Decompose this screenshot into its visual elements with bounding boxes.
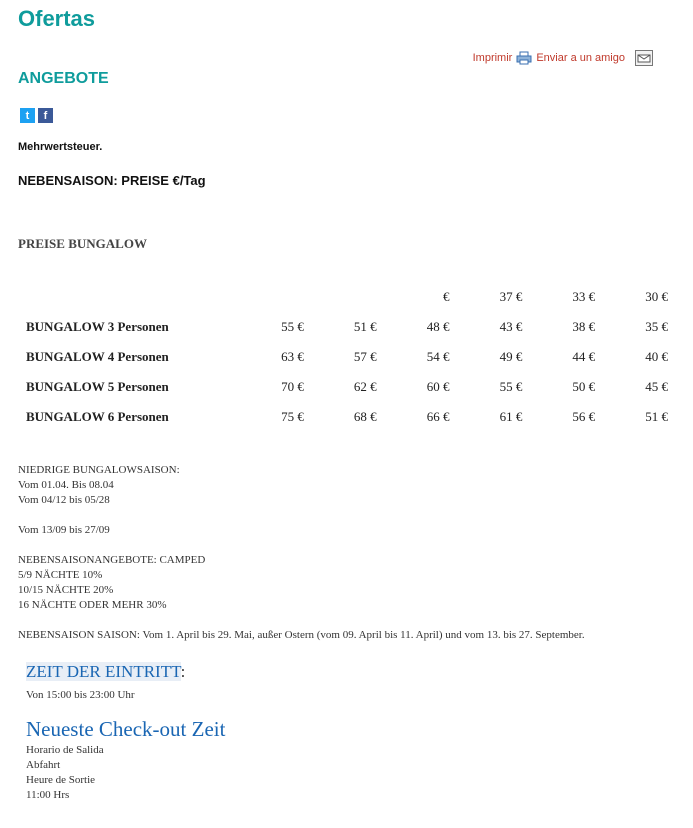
page-tools (473, 50, 653, 66)
price-table (18, 282, 668, 432)
table-row-label: BUNGALOW 4 Personen (26, 349, 169, 364)
table-cell: 48 € (426, 319, 450, 334)
send-to-friend-link[interactable]: Enviar a un amigo (536, 52, 625, 64)
table-cell: 56 € (572, 409, 596, 424)
checkout-line: 11:00 Hrs (26, 789, 70, 801)
envelope-icon[interactable] (635, 50, 653, 66)
table-cell (18, 282, 231, 312)
table-cell: 55 € (281, 319, 304, 334)
page-title: Ofertas (18, 6, 96, 31)
table-cell: 33 € (572, 289, 596, 304)
low-season-line: Vom 13/09 bis 27/09 (18, 524, 110, 536)
table-row (18, 402, 668, 432)
table-cell: 54 € (426, 349, 450, 364)
table-cell: 43 € (499, 319, 523, 334)
table-cell (304, 282, 377, 312)
social-share (20, 108, 53, 123)
table-cell: 51 € (645, 409, 668, 424)
camped-line: 5/9 NÄCHTE 10% (18, 569, 103, 581)
entry-time-heading (26, 662, 185, 682)
table-cell: 62 € (353, 379, 377, 394)
printer-icon[interactable] (516, 51, 532, 65)
table-row (18, 312, 668, 342)
table-cell: € (442, 289, 450, 304)
table-cell: 35 € (645, 319, 668, 334)
table-cell: 57 € (353, 349, 377, 364)
camped-line: 10/15 NÄCHTE 20% (18, 584, 114, 596)
season-note: NEBENSAISON SAISON: Vom 1. April bis 29. Mai, außer Ostern (vom 09. April bis 11. April) und vom 13. bis 27. September. (18, 629, 585, 641)
table-row (18, 342, 668, 372)
table-row-label: BUNGALOW 6 Personen (26, 409, 169, 424)
table-cell: 45 € (645, 379, 668, 394)
print-link[interactable]: Imprimir (472, 52, 513, 64)
table-cell: 30 € (645, 289, 668, 304)
vat-note: Mehrwertsteuer. (18, 141, 103, 153)
camped-title: NEBENSAISONANGEBOTE: CAMPED (18, 554, 206, 566)
table-cell: 66 € (426, 409, 450, 424)
checkout-line: Horario de Salida (26, 744, 104, 756)
low-season-line: Vom 01.04. Bis 08.04 (18, 479, 114, 491)
table-cell: 50 € (572, 379, 596, 394)
table-cell: 63 € (281, 349, 304, 364)
section-subtitle: ANGEBOTE (18, 70, 109, 87)
table-cell: 61 € (499, 409, 523, 424)
low-season-line: Vom 04/12 bis 05/28 (18, 494, 110, 506)
table-cell: 51 € (353, 319, 377, 334)
twitter-icon[interactable]: t (20, 108, 35, 123)
table-cell: 55 € (499, 379, 523, 394)
entry-time-colon: : (180, 662, 186, 681)
table-row (18, 372, 668, 402)
checkout-details (26, 743, 104, 803)
checkout-line: Abfahrt (26, 759, 61, 771)
table-cell (231, 282, 304, 312)
camped-line: 16 NÄCHTE ODER MEHR 30% (18, 599, 167, 611)
table-cell: 37 € (499, 289, 523, 304)
table-row-label: BUNGALOW 3 Personen (26, 319, 169, 334)
checkout-heading: Neueste Check-out Zeit (26, 717, 226, 741)
low-season-title: NIEDRIGE BUNGALOWSAISON: (18, 464, 180, 476)
table-cell: 75 € (281, 409, 304, 424)
table-cell: 68 € (353, 409, 377, 424)
table-cell: 40 € (645, 349, 668, 364)
camped-offers-block (18, 553, 205, 613)
table-cell: 60 € (426, 379, 450, 394)
entry-time-value: Von 15:00 bis 23:00 Uhr (26, 689, 135, 701)
entry-time-title: ZEIT DER EINTRITT (26, 662, 181, 681)
facebook-icon[interactable]: f (38, 108, 53, 123)
table-cell: 38 € (572, 319, 596, 334)
checkout-line: Heure de Sortie (26, 774, 96, 786)
season-heading: NEBENSAISON: PREISE €/Tag (18, 173, 206, 188)
low-season-block (18, 463, 180, 508)
table-row-label: BUNGALOW 5 Personen (26, 379, 169, 394)
table-cell: 49 € (499, 349, 523, 364)
prices-heading: PREISE BUNGALOW (18, 236, 147, 251)
table-cell: 44 € (572, 349, 596, 364)
table-header-row (18, 282, 668, 312)
table-cell: 70 € (281, 379, 304, 394)
